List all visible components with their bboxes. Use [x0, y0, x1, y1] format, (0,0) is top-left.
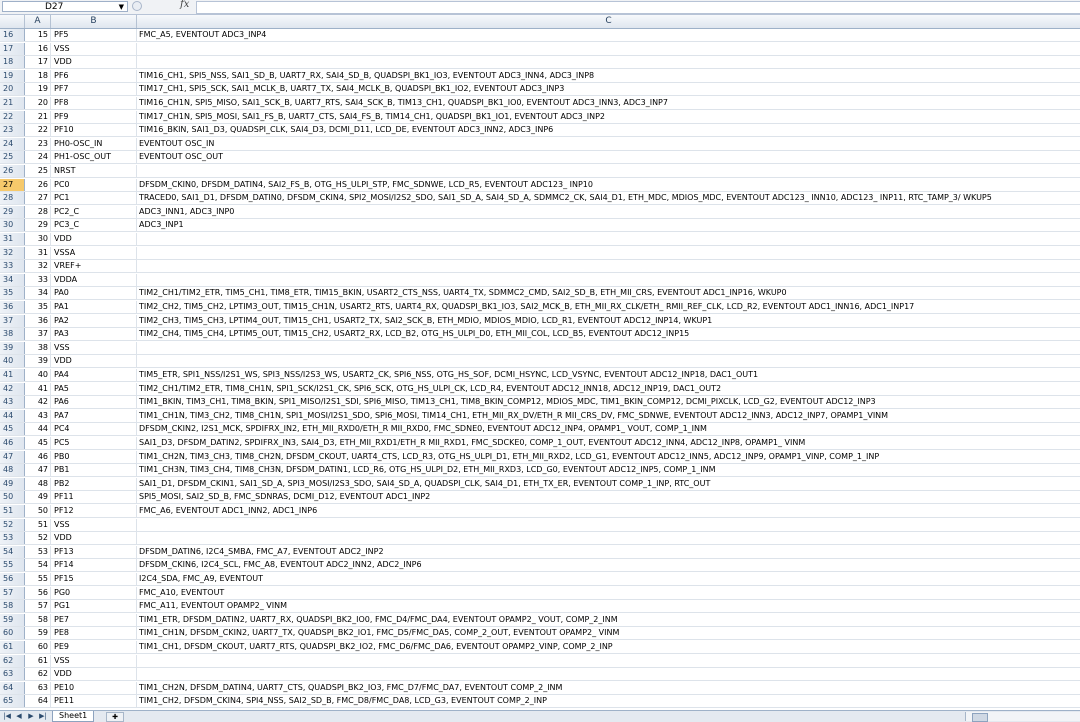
row-header[interactable]: 41 — [0, 369, 25, 381]
cell-c[interactable]: TIM1_CH2N, DFSDM_DATIN4, UART7_CTS, QUADSPI_BK2_IO3, FMC_D7/FMC_DA7, EVENTOUT COMP_2_INM — [139, 682, 563, 692]
cell-b[interactable]: PC3_C — [51, 219, 137, 231]
cell-a[interactable]: 25 — [25, 165, 51, 177]
cell-b[interactable]: VDD — [51, 532, 137, 544]
table-row — [0, 138, 1080, 151]
cell-a[interactable]: 64 — [25, 695, 51, 707]
cell-c[interactable]: I2C4_SDA, FMC_A9, EVENTOUT — [139, 574, 264, 583]
row-header[interactable]: 23 — [0, 124, 25, 136]
formula-input[interactable] — [196, 1, 1080, 14]
row-header[interactable]: 19 — [0, 70, 25, 82]
cell-b[interactable]: PA1 — [51, 301, 137, 313]
cell-a[interactable]: 35 — [25, 301, 51, 313]
cell-b[interactable]: VDD — [51, 355, 137, 367]
table-row — [0, 83, 1080, 96]
cell-b[interactable]: PF8 — [51, 97, 137, 109]
cell-c[interactable]: TIM2_CH2, TIM5_CH2, LPTIM3_OUT, TIM15_CH1N, USART2_RTS, UART4_RX, QUADSPI_BK1_IO3, SAI2_MCK_B, ETH_MII_RX_CLK/ETH_ RMII_REF_CLK, LCD_R2, EVENTOUT ADC1_INN16, ADC1_INP17 — [139, 302, 915, 311]
cell-c[interactable]: TIM16_BKIN, SAI1_D3, QUADSPI_CLK, SAI4_D3, DCMI_D11, LCD_DE, EVENTOUT ADC3_INN2, ADC3_INP6 — [139, 125, 554, 135]
cell-b[interactable]: PF7 — [51, 83, 137, 95]
cell-c[interactable]: TIM1_CH2N, TIM3_CH3, TIM8_CH2N, DFSDM_CKOUT, UART4_CTS, LCD_R3, OTG_HS_ULPI_D1, ETH_MII_RXD2, LCD_G1, EVENTOUT ADC12_INN5, ADC12_INP9, OPAMP1_VINP, COMP_1_INP — [139, 451, 880, 461]
cell-a[interactable]: 30 — [25, 233, 51, 245]
row-header[interactable]: 47 — [0, 451, 25, 463]
cell-b[interactable]: PA6 — [51, 396, 137, 408]
table-row — [0, 369, 1080, 382]
cell-c[interactable]: TIM17_CH1, SPI5_SCK, SAI1_MCLK_B, UART7_TX, SAI4_MCLK_B, QUADSPI_BK1_IO2, EVENTOUT ADC3_INP3 — [139, 84, 565, 94]
table-row — [0, 97, 1080, 110]
row-header[interactable]: 48 — [0, 464, 25, 476]
cell-b[interactable]: PB0 — [51, 451, 137, 463]
cell-a[interactable]: 56 — [25, 587, 51, 599]
row-header[interactable]: 43 — [0, 396, 25, 408]
cell-a[interactable]: 41 — [25, 383, 51, 395]
row-header[interactable]: 40 — [0, 355, 25, 367]
cell-a[interactable]: 32 — [25, 260, 51, 272]
cell-b[interactable]: PC1 — [51, 192, 137, 204]
cell-c[interactable] — [137, 519, 1080, 531]
cell-b[interactable]: PB1 — [51, 464, 137, 476]
cell-b[interactable]: PF10 — [51, 124, 137, 136]
cell-a[interactable]: 48 — [25, 478, 51, 490]
cell-c[interactable] — [137, 247, 1080, 259]
cell-b[interactable]: PE11 — [51, 695, 137, 707]
row-header[interactable]: 55 — [0, 559, 25, 571]
table-row — [0, 247, 1080, 260]
cell-a[interactable]: 63 — [25, 682, 51, 694]
cell-c[interactable]: TIM5_ETR, SPI1_NSS/I2S1_WS, SPI3_NSS/I2S3_WS, USART2_CK, SPI6_NSS, OTG_HS_SOF, DCMI_HSYNC, LCD_VSYNC, EVENTOUT ADC12_INP18, DAC1_OUT1 — [139, 370, 759, 379]
column-header-c[interactable]: C — [605, 16, 612, 26]
cell-a[interactable]: 49 — [25, 491, 51, 503]
fx-icon[interactable]: fx — [180, 0, 190, 10]
cell-c[interactable]: TIM2_CH1/TIM2_ETR, TIM5_CH1, TIM8_ETR, TIM15_BKIN, USART2_CTS_NSS, UART4_TX, SDMMC2_CMD, SAI2_SD_B, ETH_MII_CRS, EVENTOUT ADC1_INP16, WKUP0 — [139, 288, 787, 298]
cell-b[interactable]: PE8 — [51, 627, 137, 639]
cell-c[interactable]: TIM1_CH1N, TIM3_CH2, TIM8_CH1N, SPI1_MOSI/I2S1_SDO, SPI6_MOSI, TIM14_CH1, ETH_MII_RX_DV/ETH_R MII_CRS_DV, FMC_SDNWE, EVENTOUT ADC12_INN3, ADC12_INP7, OPAMP1_VINM — [139, 410, 889, 420]
cell-b[interactable]: VSSA — [51, 247, 137, 259]
cell-b[interactable]: PE10 — [51, 682, 137, 694]
table-row — [0, 355, 1080, 368]
cell-a[interactable]: 60 — [25, 641, 51, 653]
cell-a[interactable]: 22 — [25, 124, 51, 136]
cell-a[interactable]: 42 — [25, 396, 51, 408]
cell-a[interactable]: 36 — [25, 315, 51, 327]
cell-a[interactable]: 53 — [25, 546, 51, 558]
row-header[interactable]: 45 — [0, 423, 25, 435]
cell-a[interactable]: 19 — [25, 83, 51, 95]
table-row — [0, 124, 1080, 137]
table-row — [0, 328, 1080, 341]
row-header[interactable]: 26 — [0, 165, 25, 177]
cell-b[interactable]: PF5 — [51, 29, 137, 41]
cell-b[interactable]: VDD — [51, 668, 137, 680]
cell-c[interactable]: FMC_A5, EVENTOUT ADC3_INP4 — [139, 30, 267, 39]
cell-b[interactable]: PA4 — [51, 369, 137, 381]
name-box-value: D27 — [45, 2, 64, 12]
row-header[interactable]: 60 — [0, 627, 25, 639]
cell-b[interactable]: PE9 — [51, 641, 137, 653]
cell-a[interactable]: 34 — [25, 287, 51, 299]
row-header[interactable]: 27 — [0, 179, 25, 191]
table-row — [0, 233, 1080, 246]
cell-c[interactable]: TIM1_CH3N, TIM3_CH4, TIM8_CH3N, DFSDM_DATIN1, LCD_R6, OTG_HS_ULPI_D2, ETH_MII_RXD3, LCD_G0, EVENTOUT ADC12_INP5, COMP_1_INM — [139, 465, 716, 475]
cell-b[interactable]: VDDA — [51, 274, 137, 286]
cell-a[interactable]: 43 — [25, 410, 51, 422]
cell-c[interactable]: TRACED0, SAI1_D1, DFSDM_DATIN0, DFSDM_CKIN4, SPI2_MOSI/I2S2_SDO, SAI1_SD_A, SAI4_SD_A, SDMMC2_CK, SAI4_D1, ETH_MDC, MDIOS_MDC, EVENTOUT ADC123_ INN10, ADC123_ INP11, RTC_TAMP_3/ WKUP5 — [139, 193, 992, 203]
cell-c[interactable]: DFSDM_DATIN6, I2C4_SMBA, FMC_A7, EVENTOUT ADC2_INP2 — [139, 546, 384, 556]
prev-sheet-icon[interactable]: ◀ — [16, 712, 22, 720]
row-header[interactable]: 20 — [0, 83, 25, 95]
cell-b[interactable]: PG1 — [51, 600, 137, 612]
row-header[interactable]: 39 — [0, 342, 25, 354]
row-header[interactable]: 24 — [0, 138, 25, 150]
next-sheet-icon[interactable]: ▶ — [28, 712, 34, 720]
row-header[interactable]: 21 — [0, 97, 25, 109]
table-row — [0, 165, 1080, 178]
row-header[interactable]: 49 — [0, 478, 25, 490]
row-header[interactable]: 33 — [0, 260, 25, 272]
cell-c[interactable] — [137, 260, 1080, 272]
cell-a[interactable]: 24 — [25, 151, 51, 163]
row-header[interactable]: 16 — [0, 29, 25, 41]
row-header[interactable]: 32 — [0, 247, 25, 259]
last-sheet-icon[interactable]: ▶| — [39, 712, 47, 720]
cell-a[interactable]: 26 — [25, 179, 51, 191]
cell-b[interactable]: VDD — [51, 233, 137, 245]
row-header[interactable]: 35 — [0, 287, 25, 299]
cell-c[interactable]: DFSDM_CKIN6, I2C4_SCL, FMC_A8, EVENTOUT ADC2_INN2, ADC2_INP6 — [139, 560, 422, 570]
cell-b[interactable]: PC0 — [51, 179, 137, 191]
cell-a[interactable]: 58 — [25, 614, 51, 626]
cell-a[interactable]: 52 — [25, 532, 51, 544]
cell-c[interactable]: DFSDM_CKIN0, DFSDM_DATIN4, SAI2_FS_B, OTG_HS_ULPI_STP, FMC_SDNWE, LCD_R5, EVENTOUT ADC123_ INP10 — [139, 179, 593, 189]
row-header[interactable]: 59 — [0, 614, 25, 626]
column-header-b[interactable]: B — [51, 15, 137, 28]
table-row — [0, 505, 1080, 518]
row-header[interactable]: 22 — [0, 111, 25, 123]
table-row — [0, 151, 1080, 164]
insert-sheet-icon[interactable]: ✚ — [106, 712, 124, 722]
cell-c[interactable] — [137, 274, 1080, 286]
table-row — [0, 627, 1080, 640]
table-row — [0, 464, 1080, 477]
cell-a[interactable]: 55 — [25, 573, 51, 585]
column-headers — [0, 15, 1080, 29]
name-box[interactable] — [2, 1, 128, 12]
cell-b[interactable]: PF13 — [51, 546, 137, 558]
row-header[interactable]: 62 — [0, 655, 25, 667]
cell-b[interactable]: PB2 — [51, 478, 137, 490]
row-header[interactable]: 17 — [0, 43, 25, 55]
table-row — [0, 383, 1080, 396]
sheet-tab-bar — [0, 710, 1080, 722]
cell-c[interactable]: EVENTOUT OSC_IN — [139, 138, 215, 148]
table-row — [0, 111, 1080, 124]
table-row — [0, 29, 1080, 42]
row-header[interactable]: 56 — [0, 573, 25, 585]
cell-c[interactable]: TIM1_CH1N, DFSDM_CKIN2, UART7_TX, QUADSPI_BK2_IO1, FMC_D5/FMC_DA5, COMP_2_OUT, EVENTOUT OPAMP2_ VINM — [139, 628, 620, 638]
table-row — [0, 587, 1080, 600]
table-row — [0, 600, 1080, 613]
cell-c[interactable]: SAI1_D3, DFSDM_DATIN2, SPDIFRX_IN3, SAI4_D3, ETH_MII_RXD1/ETH_R MII_RXD1, FMC_SDCKE0, COMP_1_OUT, EVENTOUT ADC12_INN4, ADC12_INP8, OPAMP1_ VINM — [139, 438, 806, 447]
row-header[interactable]: 30 — [0, 219, 25, 231]
cell-c[interactable] — [137, 668, 1080, 680]
cell-a[interactable]: 57 — [25, 600, 51, 612]
cell-a[interactable]: 29 — [25, 219, 51, 231]
row-header[interactable]: 28 — [0, 192, 25, 204]
row-header[interactable]: 37 — [0, 315, 25, 327]
table-row — [0, 668, 1080, 681]
cell-c[interactable]: ADC3_INN1, ADC3_INP0 — [139, 206, 235, 216]
cell-b[interactable]: PA5 — [51, 383, 137, 395]
cell-a[interactable]: 44 — [25, 423, 51, 435]
cell-a[interactable]: 61 — [25, 655, 51, 667]
table-row — [0, 532, 1080, 545]
row-header[interactable]: 63 — [0, 668, 25, 680]
cell-c[interactable] — [137, 655, 1080, 667]
sheet-grid[interactable] — [0, 29, 1080, 710]
first-sheet-icon[interactable]: |◀ — [3, 712, 11, 720]
cell-c[interactable]: TIM2_CH3, TIM5_CH3, LPTIM4_OUT, TIM15_CH1, USART2_TX, SAI2_SCK_B, ETH_MDIO, MDIOS_MDIO, LCD_R1, EVENTOUT ADC12_INP14, WKUP1 — [139, 315, 713, 325]
cell-a[interactable]: 28 — [25, 206, 51, 218]
cell-c[interactable]: FMC_A10, EVENTOUT — [139, 587, 225, 597]
table-row — [0, 491, 1080, 504]
row-header[interactable]: 31 — [0, 233, 25, 245]
cell-c[interactable] — [137, 532, 1080, 544]
cell-b[interactable]: PH1-OSC_OUT — [51, 151, 137, 163]
cell-b[interactable]: PH0-OSC_IN — [51, 138, 137, 150]
table-row — [0, 70, 1080, 83]
table-row — [0, 179, 1080, 192]
select-all-corner[interactable] — [0, 15, 25, 28]
cell-a[interactable]: 23 — [25, 138, 51, 150]
cell-c[interactable]: TIM1_CH2, DFSDM_CKIN4, SPI4_NSS, SAI2_SD_B, FMC_D8/FMC_DA8, LCD_G3, EVENTOUT COMP_2_INP — [139, 696, 547, 706]
table-row — [0, 43, 1080, 56]
cell-b[interactable]: PA2 — [51, 315, 137, 327]
cell-a[interactable]: 51 — [25, 519, 51, 531]
formula-bar — [0, 0, 1080, 15]
row-header[interactable]: 57 — [0, 587, 25, 599]
row-header[interactable]: 50 — [0, 491, 25, 503]
cell-b[interactable]: VREF+ — [51, 260, 137, 272]
sheet-tab-sheet1[interactable]: Sheet1 — [52, 711, 94, 722]
cell-a[interactable]: 16 — [25, 43, 51, 55]
cell-b[interactable]: PE7 — [51, 614, 137, 626]
table-row — [0, 301, 1080, 314]
cell-c[interactable] — [137, 43, 1080, 55]
table-row — [0, 315, 1080, 328]
table-row — [0, 546, 1080, 559]
table-row — [0, 682, 1080, 695]
table-row — [0, 396, 1080, 409]
cell-a[interactable]: 54 — [25, 559, 51, 571]
row-header[interactable]: 51 — [0, 505, 25, 517]
row-header[interactable]: 52 — [0, 519, 25, 531]
cell-b[interactable]: PA0 — [51, 287, 137, 299]
cell-b[interactable]: VDD — [51, 56, 137, 68]
cell-c[interactable] — [137, 342, 1080, 354]
cell-c[interactable]: ADC3_INP1 — [139, 220, 184, 230]
cell-b[interactable]: PA3 — [51, 328, 137, 340]
table-row — [0, 573, 1080, 586]
cell-c[interactable]: TIM2_CH4, TIM5_CH4, LPTIM5_OUT, TIM15_CH2, USART2_RX, LCD_B2, OTG_HS_ULPI_D0, ETH_MII_COL, LCD_B5, EVENTOUT ADC12_INP15 — [139, 329, 690, 339]
row-header[interactable]: 42 — [0, 383, 25, 395]
table-row — [0, 478, 1080, 491]
cell-b[interactable]: PF12 — [51, 505, 137, 517]
cell-b[interactable]: PF14 — [51, 559, 137, 571]
column-header-a[interactable]: A — [25, 15, 51, 28]
row-header[interactable]: 44 — [0, 410, 25, 422]
cell-a[interactable]: 40 — [25, 369, 51, 381]
cell-c[interactable]: TIM2_CH1/TIM2_ETR, TIM8_CH1N, SPI1_SCK/I2S1_CK, SPI6_SCK, OTG_HS_ULPI_CK, LCD_R4, EVENTOUT ADC12_INN18, ADC12_INP19, DAC1_OUT2 — [139, 383, 722, 393]
row-header[interactable]: 53 — [0, 532, 25, 544]
row-header[interactable]: 25 — [0, 151, 25, 163]
cell-b[interactable]: PC5 — [51, 437, 137, 449]
cell-c[interactable]: DFSDM_CKIN2, I2S1_MCK, SPDIFRX_IN2, ETH_MII_RXD0/ETH_R MII_RXD0, FMC_SDNE0, EVENTOUT ADC12_INP4, OPAMP1_ VOUT, COMP_1_INM — [139, 424, 707, 434]
row-header[interactable]: 54 — [0, 546, 25, 558]
row-header[interactable]: 29 — [0, 206, 25, 218]
cell-c[interactable]: FMC_A11, EVENTOUT OPAMP2_ VINM — [139, 601, 288, 611]
cell-c[interactable] — [137, 355, 1080, 367]
table-row — [0, 559, 1080, 572]
table-row — [0, 614, 1080, 627]
cell-a[interactable]: 62 — [25, 668, 51, 680]
row-header[interactable]: 58 — [0, 600, 25, 612]
cell-c[interactable] — [137, 56, 1080, 68]
table-row — [0, 274, 1080, 287]
cell-a[interactable]: 50 — [25, 505, 51, 517]
cell-a[interactable]: 45 — [25, 437, 51, 449]
row-header[interactable]: 46 — [0, 437, 25, 449]
cell-a[interactable]: 21 — [25, 111, 51, 123]
cell-b[interactable]: PC2_C — [51, 206, 137, 218]
cell-b[interactable]: PF6 — [51, 70, 137, 82]
table-row — [0, 342, 1080, 355]
cell-a[interactable]: 37 — [25, 328, 51, 340]
cell-c[interactable]: EVENTOUT OSC_OUT — [139, 152, 224, 162]
cell-b[interactable]: PF9 — [51, 111, 137, 123]
table-row — [0, 192, 1080, 205]
cell-b[interactable]: VSS — [51, 655, 137, 667]
cell-a[interactable]: 33 — [25, 274, 51, 286]
cell-b[interactable]: PC4 — [51, 423, 137, 435]
cell-c[interactable]: SPI5_MOSI, SAI2_SD_B, FMC_SDNRAS, DCMI_D12, EVENTOUT ADC1_INP2 — [139, 492, 431, 502]
cell-b[interactable]: PA7 — [51, 410, 137, 422]
cell-b[interactable]: VSS — [51, 519, 137, 531]
table-row — [0, 655, 1080, 668]
table-row — [0, 260, 1080, 273]
cell-c[interactable]: TIM1_BKIN, TIM3_CH1, TIM8_BKIN, SPI1_MISO/I2S1_SDI, SPI6_MISO, TIM13_CH1, TIM8_BKIN_COMP12, MDIOS_MDC, TIM1_BKIN_COMP12, DCMI_PIXCLK, LCD_G2, EVENTOUT ADC12_INP3 — [139, 397, 876, 407]
row-header[interactable]: 36 — [0, 301, 25, 313]
row-header[interactable]: 65 — [0, 695, 25, 707]
cell-c[interactable] — [137, 233, 1080, 245]
row-header[interactable]: 38 — [0, 328, 25, 340]
row-header[interactable]: 61 — [0, 641, 25, 653]
cell-a[interactable]: 59 — [25, 627, 51, 639]
cell-a[interactable]: 20 — [25, 97, 51, 109]
cell-a[interactable]: 47 — [25, 464, 51, 476]
cell-c[interactable]: TIM1_ETR, DFSDM_DATIN2, UART7_RX, QUADSPI_BK2_IO0, FMC_D4/FMC_DA4, EVENTOUT OPAMP2_ VOUT, COMP_2_INM — [139, 614, 618, 624]
cell-c[interactable]: FMC_A6, EVENTOUT ADC1_INN2, ADC1_INP6 — [139, 506, 318, 515]
cell-c[interactable]: SAI1_D1, DFSDM_CKIN1, SAI1_SD_A, SPI3_MOSI/I2S3_SDO, SAI4_SD_A, QUADSPI_CLK, SAI4_D1, ETH_TX_ER, EVENTOUT COMP_1_INP, RTC_OUT — [139, 478, 711, 488]
cell-a[interactable]: 46 — [25, 451, 51, 463]
table-row — [0, 56, 1080, 69]
cell-b[interactable]: PG0 — [51, 587, 137, 599]
table-row — [0, 695, 1080, 708]
table-row — [0, 519, 1080, 532]
cell-a[interactable]: 39 — [25, 355, 51, 367]
cell-a[interactable]: 17 — [25, 56, 51, 68]
table-row — [0, 641, 1080, 654]
cell-a[interactable]: 27 — [25, 192, 51, 204]
cell-a[interactable]: 15 — [25, 29, 51, 41]
cell-c[interactable] — [137, 165, 1080, 177]
cell-c[interactable]: TIM1_CH1, DFSDM_CKOUT, UART7_RTS, QUADSPI_BK2_IO2, FMC_D6/FMC_DA6, EVENTOUT OPAMP2_VINP, COMP_2_INP — [139, 642, 613, 651]
table-row — [0, 423, 1080, 436]
cell-b[interactable]: VSS — [51, 43, 137, 55]
table-row — [0, 451, 1080, 464]
chevron-down-icon[interactable]: ▼ — [118, 3, 124, 11]
table-row — [0, 206, 1080, 219]
cell-b[interactable]: VSS — [51, 342, 137, 354]
table-row — [0, 287, 1080, 300]
row-header[interactable]: 64 — [0, 682, 25, 694]
horizontal-scrollbar[interactable] — [965, 712, 1080, 721]
cell-c[interactable]: TIM17_CH1N, SPI5_MOSI, SAI1_FS_B, UART7_CTS, SAI4_FS_B, TIM14_CH1, QUADSPI_BK1_IO1, EVENTOUT ADC3_INP2 — [139, 111, 606, 121]
cell-a[interactable]: 38 — [25, 342, 51, 354]
cell-b[interactable]: PF11 — [51, 491, 137, 503]
formula-options-icon[interactable] — [132, 1, 142, 11]
table-row — [0, 219, 1080, 232]
cell-c[interactable]: TIM16_CH1, SPI5_NSS, SAI1_SD_B, UART7_RX, SAI4_SD_B, QUADSPI_BK1_IO3, EVENTOUT ADC3_INN4, ADC3_INP8 — [139, 70, 595, 80]
cell-a[interactable]: 18 — [25, 70, 51, 82]
cell-a[interactable]: 31 — [25, 247, 51, 259]
cell-c[interactable]: TIM16_CH1N, SPI5_MISO, SAI1_SCK_B, UART7_RTS, SAI4_SCK_B, TIM13_CH1, QUADSPI_BK1_IO0, EVENTOUT ADC3_INN3, ADC3_INP7 — [139, 98, 668, 107]
table-row — [0, 437, 1080, 450]
cell-b[interactable]: NRST — [51, 165, 137, 177]
row-header[interactable]: 34 — [0, 274, 25, 286]
table-row — [0, 410, 1080, 423]
row-header[interactable]: 18 — [0, 56, 25, 68]
cell-b[interactable]: PF15 — [51, 573, 137, 585]
